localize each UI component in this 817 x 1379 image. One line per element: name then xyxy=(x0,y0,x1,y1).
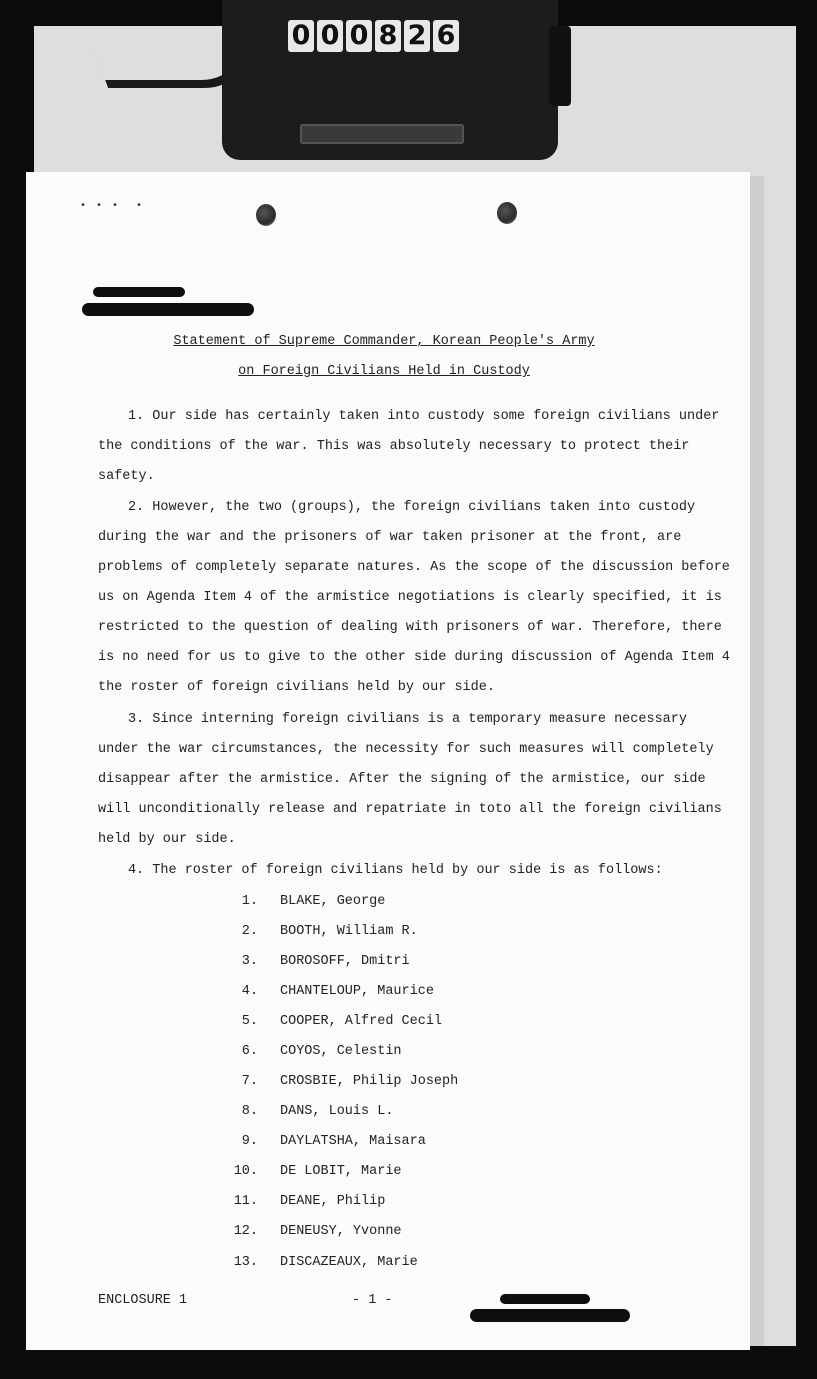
paragraph-line: 2. However, the two (groups), the foreign civilians taken into custody xyxy=(128,500,696,515)
paragraph-line: under the war circumstances, the necessity for such measures will completely xyxy=(98,742,714,757)
roster-name: BLAKE, George xyxy=(280,894,386,909)
document-title-line-1: Statement of Supreme Commander, Korean People's Army xyxy=(173,334,595,349)
roster-name: DEANE, Philip xyxy=(280,1194,386,1209)
roster-number: 4. xyxy=(241,984,258,999)
roster-name: COOPER, Alfred Cecil xyxy=(280,1014,443,1029)
punch-hole xyxy=(256,204,276,226)
redaction-mark xyxy=(82,303,254,316)
paragraph-line: problems of completely separate natures. As the scope of the discussion before xyxy=(98,560,730,575)
paragraph-line: us on Agenda Item 4 of the armistice negotiations is clearly specified, it is xyxy=(98,590,722,605)
roster-name: CROSBIE, Philip Joseph xyxy=(280,1074,459,1089)
counter-slot xyxy=(300,124,464,144)
paragraph-line: is no need for us to give to the other side during discussion of Agenda Item 4 xyxy=(98,650,730,665)
roster-number: 2. xyxy=(241,924,258,939)
counter-digit: 6 xyxy=(433,20,459,52)
counter-digit: 0 xyxy=(288,20,314,52)
paragraph-line: the conditions of the war. This was absolutely necessary to protect their xyxy=(98,439,690,454)
roster-name: DISCAZEAUX, Marie xyxy=(280,1255,418,1270)
paragraph-line: 1. Our side has certainly taken into custody some foreign civilians under xyxy=(128,409,720,424)
counter-digit: 0 xyxy=(346,20,372,52)
roster-name: DAYLATSHA, Maisara xyxy=(280,1134,426,1149)
roster-number: 10. xyxy=(233,1164,258,1179)
roster-number: 11. xyxy=(233,1194,258,1209)
roster-number: 7. xyxy=(241,1074,258,1089)
enclosure-label: ENCLOSURE 1 xyxy=(98,1293,188,1308)
roster-number: 1. xyxy=(241,894,258,909)
paragraph-line: held by our side. xyxy=(98,832,236,847)
roster-name: CHANTELOUP, Maurice xyxy=(280,984,434,999)
paragraph-line: disappear after the armistice. After the signing of the armistice, our side xyxy=(98,772,706,787)
roster-number: 9. xyxy=(241,1134,258,1149)
document-title-line-2: on Foreign Civilians Held in Custody xyxy=(238,364,530,379)
counter-knob xyxy=(549,26,571,106)
paragraph-line: 3. Since interning foreign civilians is a temporary measure necessary xyxy=(128,712,687,727)
roster-number: 5. xyxy=(241,1014,258,1029)
redaction-mark xyxy=(500,1294,590,1304)
paragraph-line: during the war and the prisoners of war taken prisoner at the front, are xyxy=(98,530,682,545)
roster-name: BOOTH, William R. xyxy=(280,924,418,939)
counter-digit: 2 xyxy=(404,20,430,52)
frame-counter xyxy=(288,20,459,52)
page-counter-device xyxy=(222,0,558,160)
punch-hole xyxy=(497,202,517,224)
redaction-mark xyxy=(93,287,185,297)
roster-name: DENEUSY, Yvonne xyxy=(280,1224,402,1239)
paragraph-line: the roster of foreign civilians held by our side. xyxy=(98,680,495,695)
page-edge-shadow xyxy=(750,176,764,1346)
roster-name: DE LOBIT, Marie xyxy=(280,1164,402,1179)
roster-name: DANS, Louis L. xyxy=(280,1104,394,1119)
roster-name: BOROSOFF, Dmitri xyxy=(280,954,410,969)
roster-number: 6. xyxy=(241,1044,258,1059)
roster-number: 13. xyxy=(233,1255,258,1270)
roster-number: 8. xyxy=(241,1104,258,1119)
roster-number: 3. xyxy=(241,954,258,969)
counter-digit: 8 xyxy=(375,20,401,52)
paragraph-line: restricted to the question of dealing with prisoners of war. Therefore, there xyxy=(98,620,722,635)
roster-name: COYOS, Celestin xyxy=(280,1044,402,1059)
paragraph-line: will unconditionally release and repatriate in toto all the foreign civilians xyxy=(98,802,722,817)
redaction-mark xyxy=(470,1309,630,1322)
paragraph-line: safety. xyxy=(98,469,155,484)
roster-number: 12. xyxy=(233,1224,258,1239)
paragraph-line: 4. The roster of foreign civilians held by our side is as follows: xyxy=(128,863,663,878)
page-number: - 1 - xyxy=(352,1293,393,1308)
page-specks: • • • • xyxy=(80,201,145,212)
counter-digit: 0 xyxy=(317,20,343,52)
